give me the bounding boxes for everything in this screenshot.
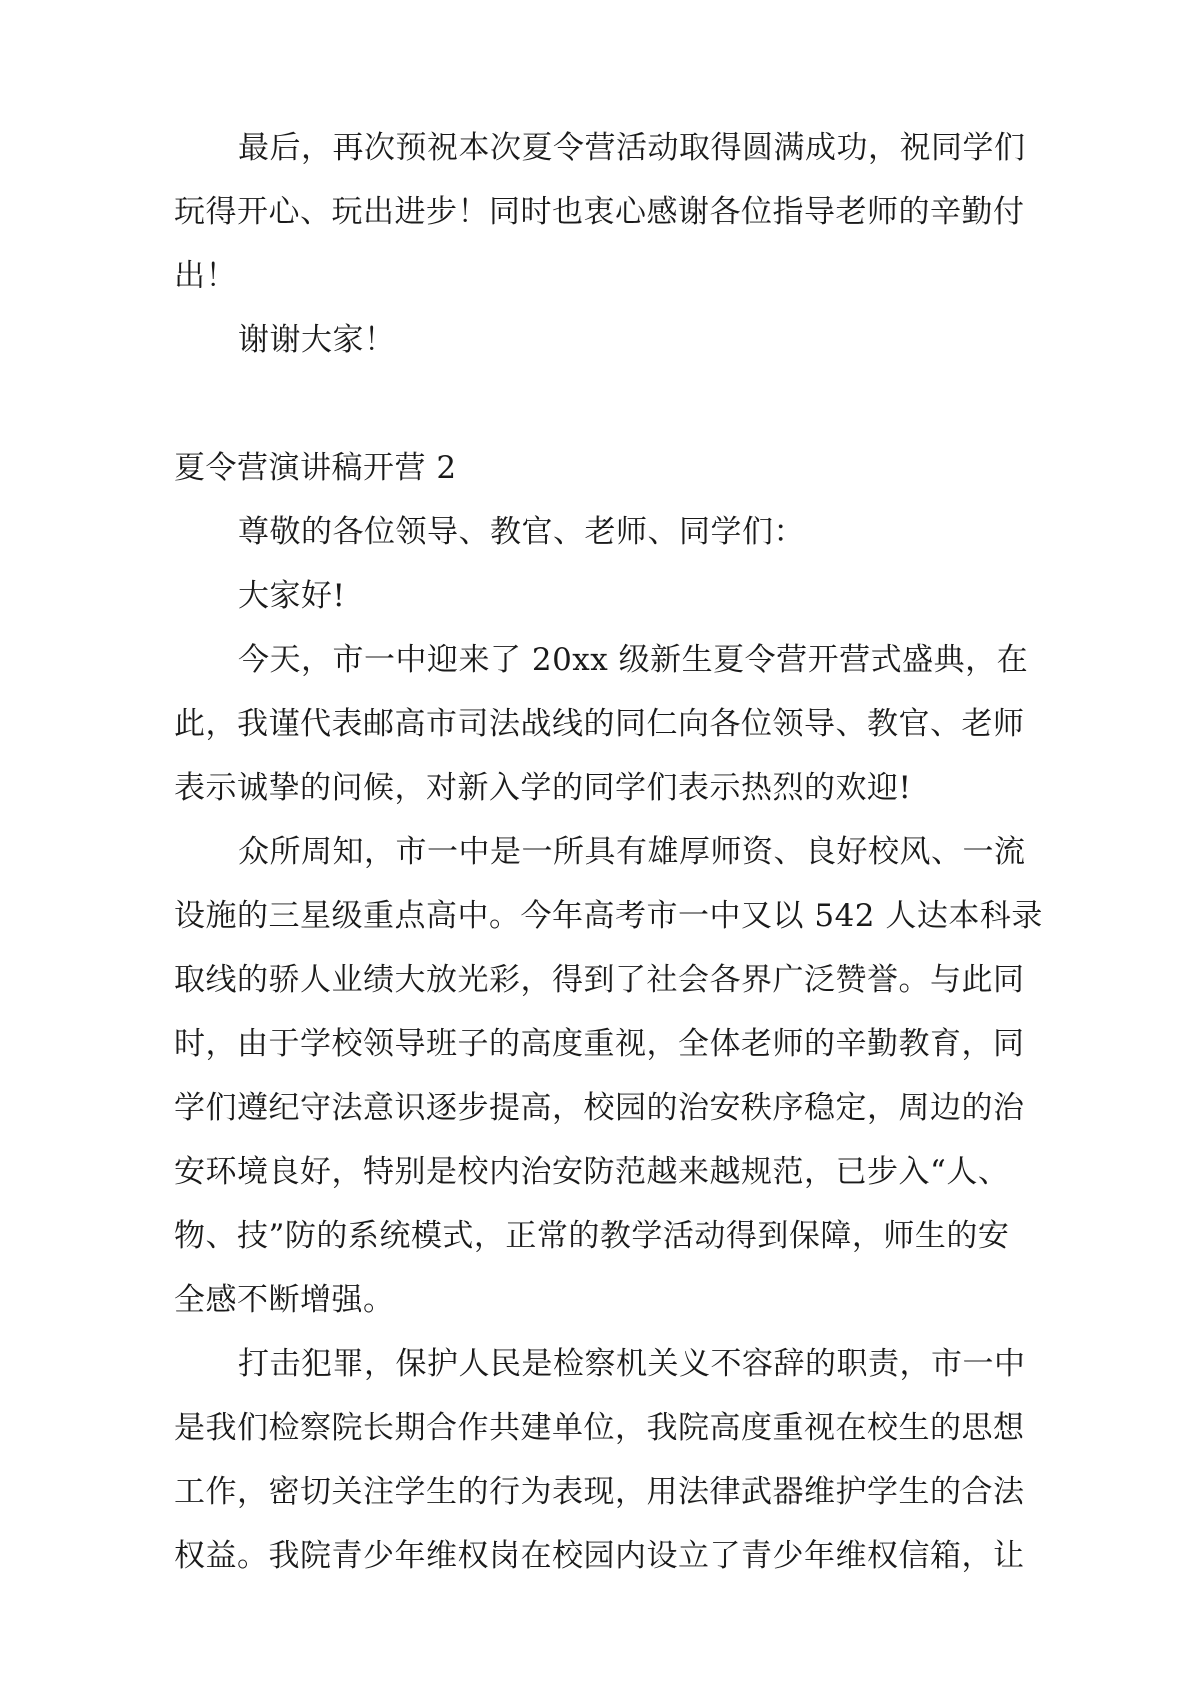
- section-title: 夏令营演讲稿开营 2: [174, 450, 457, 486]
- paragraph-line: 取线的骄人业绩大放光彩，得到了社会各界广泛赞誉。与此同: [174, 962, 1025, 998]
- paragraph-line: 学们遵纪守法意识逐步提高，校园的治安秩序稳定，周边的治: [174, 1090, 1025, 1126]
- paragraph-line: 时，由于学校领导班子的高度重视，全体老师的辛勤教育，同: [174, 1026, 1025, 1062]
- paragraph-line: 全感不断增强。: [174, 1282, 395, 1318]
- paragraph-line: 表示诚挚的问候，对新入学的同学们表示热烈的欢迎!: [174, 770, 912, 806]
- paragraph-line: 权益。我院青少年维权岗在校园内设立了青少年维权信箱，让: [174, 1538, 1025, 1574]
- paragraph-line: 最后，再次预祝本次夏令营活动取得圆满成功，祝同学们: [238, 130, 1026, 166]
- salutation: 尊敬的各位领导、教官、老师、同学们：: [238, 514, 805, 550]
- paragraph-line: 众所周知，市一中是一所具有雄厚师资、良好校风、一流: [238, 834, 1026, 870]
- closing-thanks: 谢谢大家！: [238, 322, 396, 358]
- paragraph-line: 工作，密切关注学生的行为表现，用法律武器维护学生的合法: [174, 1474, 1025, 1510]
- greeting: 大家好!: [238, 578, 346, 614]
- paragraph-line: 设施的三星级重点高中。今年高考市一中又以 542 人达本科录: [174, 898, 1043, 934]
- paragraph-line: 是我们检察院长期合作共建单位，我院高度重视在校生的思想: [174, 1410, 1025, 1446]
- paragraph-line: 安环境良好，特别是校内治安防范越来越规范，已步入“人、: [174, 1154, 1010, 1190]
- paragraph-line: 打击犯罪，保护人民是检察机关义不容辞的职责，市一中: [238, 1346, 1026, 1382]
- paragraph-line: 玩得开心、玩出进步！同时也衷心感谢各位指导老师的辛勤付: [174, 194, 1025, 230]
- paragraph-line: 今天，市一中迎来了 20xx 级新生夏令营开营式盛典，在: [238, 642, 1029, 678]
- paragraph-line: 物、技”防的系统模式，正常的教学活动得到保障，师生的安: [174, 1218, 1010, 1254]
- paragraph-line: 出！: [174, 258, 237, 294]
- paragraph-line: 此，我谨代表邮高市司法战线的同仁向各位领导、教官、老师: [174, 706, 1025, 742]
